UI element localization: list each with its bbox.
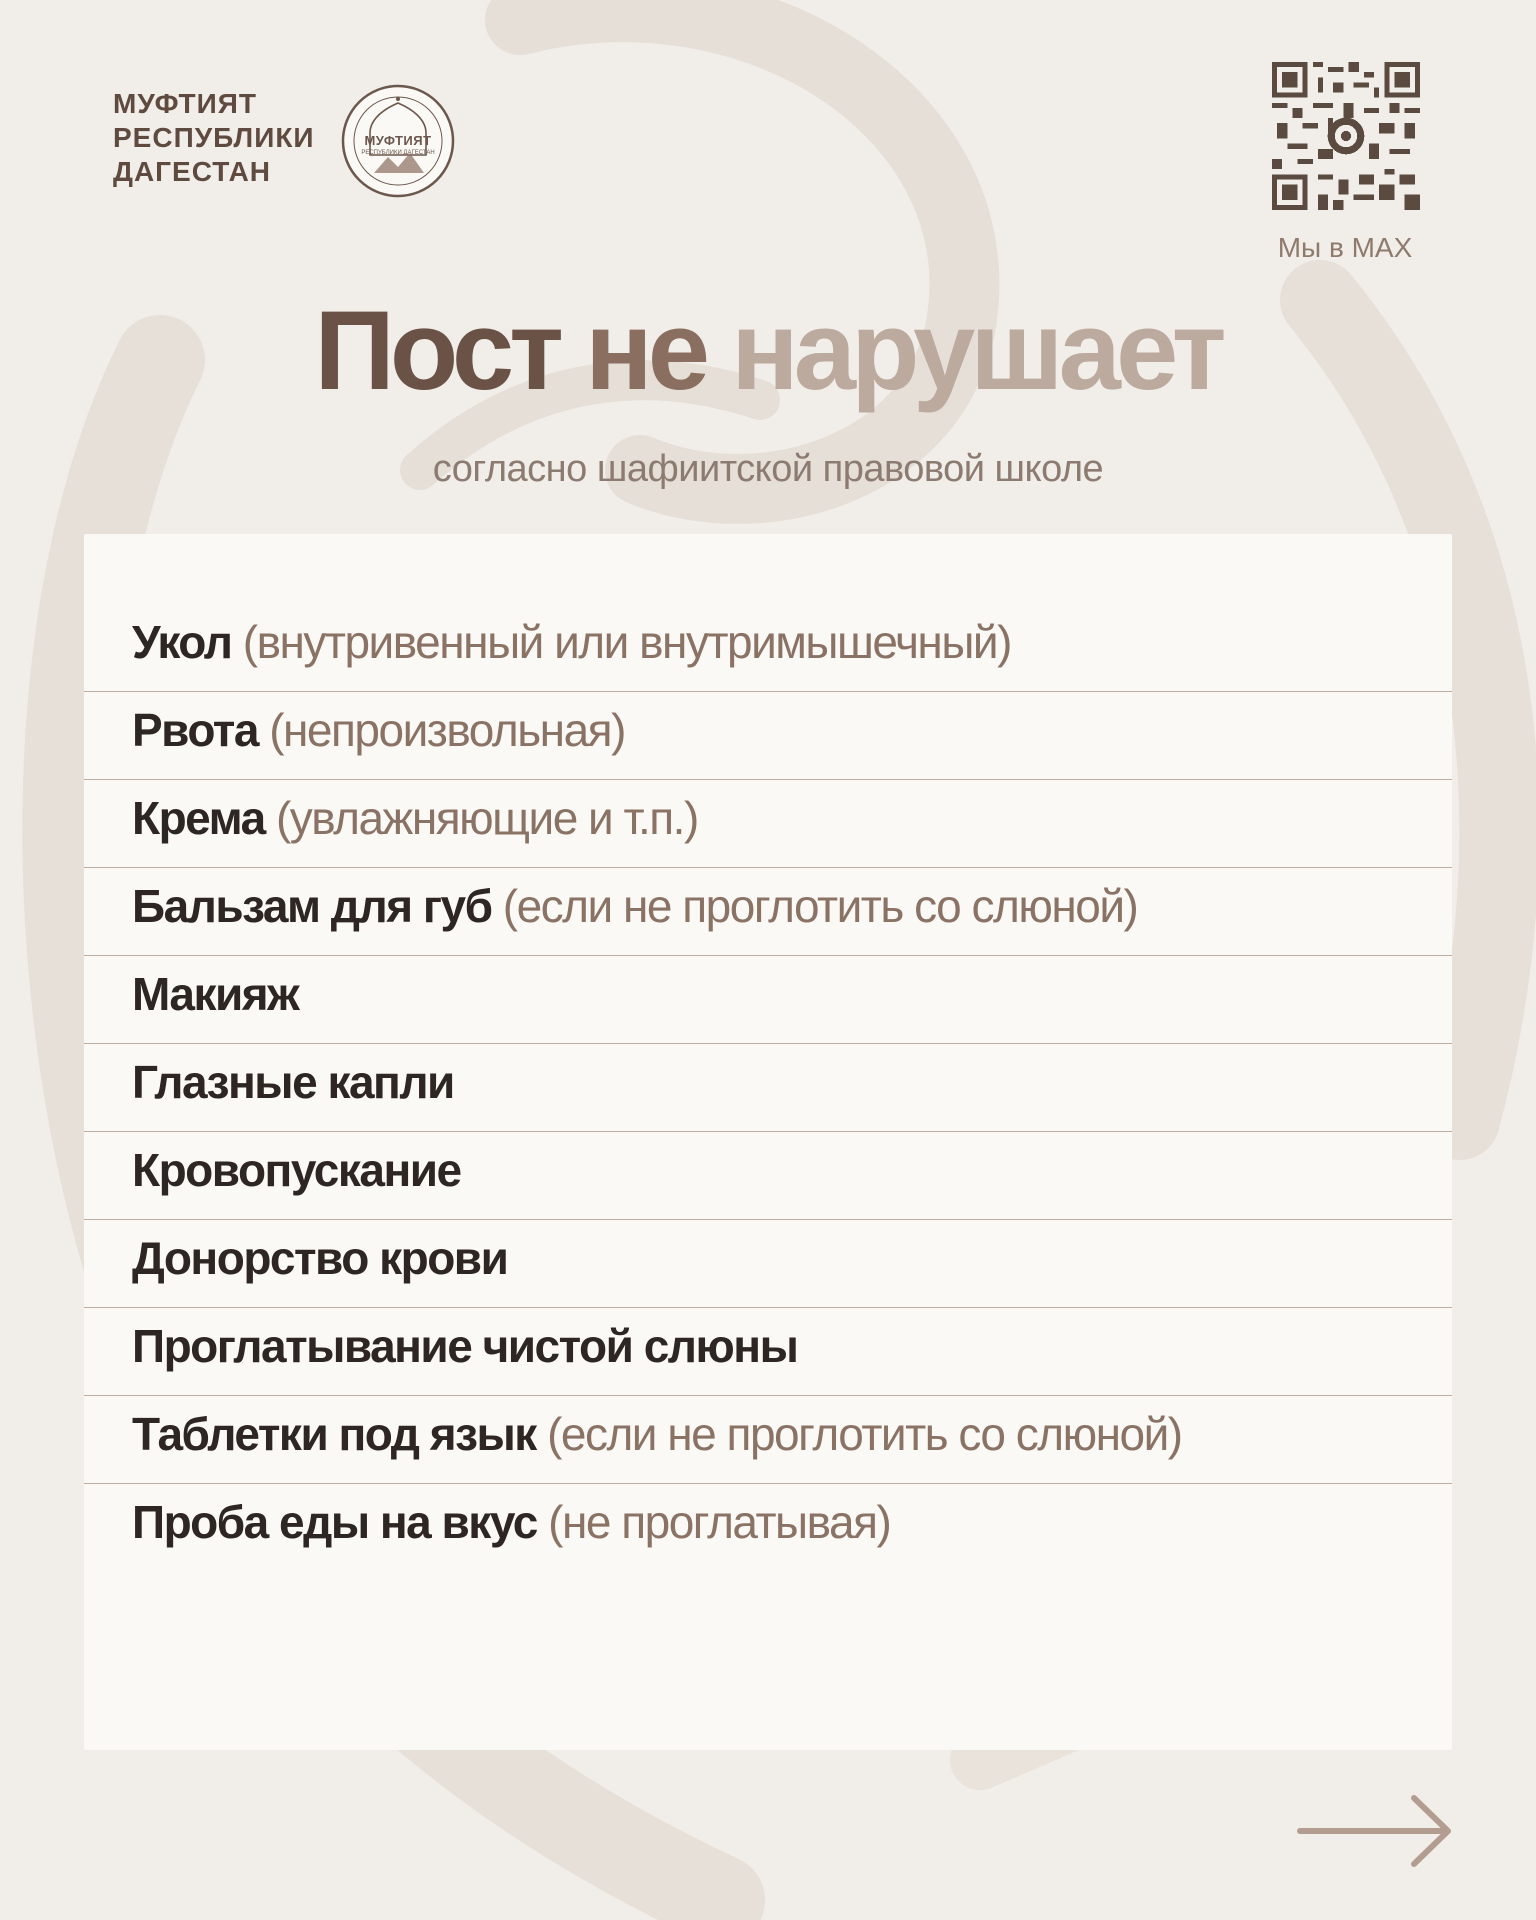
allowed-list [84,604,1452,1572]
list-item [84,868,1452,956]
item-title: Глазные капли [132,1056,454,1108]
list-item [84,1308,1452,1396]
seal-subtitle: РЕСПУБЛИКИ ДАГЕСТАН [361,150,435,156]
organization-name [113,87,315,189]
item-title: Укол [132,616,232,668]
item-note: (внутривенный или внутримышечный) [242,616,1011,668]
title-word: не [585,288,706,413]
list-item [84,1044,1452,1132]
list-item [84,692,1452,780]
qr-caption: Мы в MAX [1277,232,1413,263]
item-title: Крема [132,792,265,844]
title-word: Пост [314,288,559,413]
arrow-right-icon[interactable] [1296,1792,1454,1870]
item-note: (если не проглотить со слюной) [502,880,1138,932]
qr-code-icon[interactable] [1272,62,1420,210]
item-title: Донорство крови [132,1232,508,1284]
item-title: Кровопускание [132,1144,461,1196]
item-title: Макияж [132,968,299,1020]
list-item [84,1132,1452,1220]
page-subtitle: согласно шафиитской правовой школе [432,448,1104,490]
organization-name-line: ДАГЕСТАН [113,156,272,187]
organization-name-line: МУФТИЯТ [113,88,257,119]
title-word: нарушает [731,288,1222,413]
organization-name-line: РЕСПУБЛИКИ [113,122,315,153]
item-note: (увлажняющие и т.п.) [275,792,698,844]
item-title: Проба еды на вкус [132,1496,537,1548]
item-note: (не проглатывая) [548,1496,891,1548]
list-item [84,604,1452,692]
list-item [84,780,1452,868]
item-title: Проглатывание чистой слюны [132,1320,798,1372]
list-item [84,1484,1452,1572]
list-item [84,1220,1452,1308]
item-title: Таблетки под язык [132,1408,536,1460]
list-item [84,1396,1452,1484]
page-title [0,286,1536,415]
list-item [84,956,1452,1044]
item-title: Рвота [132,704,258,756]
item-note: (если не проглотить со слюной) [547,1408,1182,1460]
item-note: (непроизвольная) [269,704,625,756]
seal-title: МУФТИЯТ [364,133,432,148]
item-title: Бальзам для губ [132,880,492,932]
